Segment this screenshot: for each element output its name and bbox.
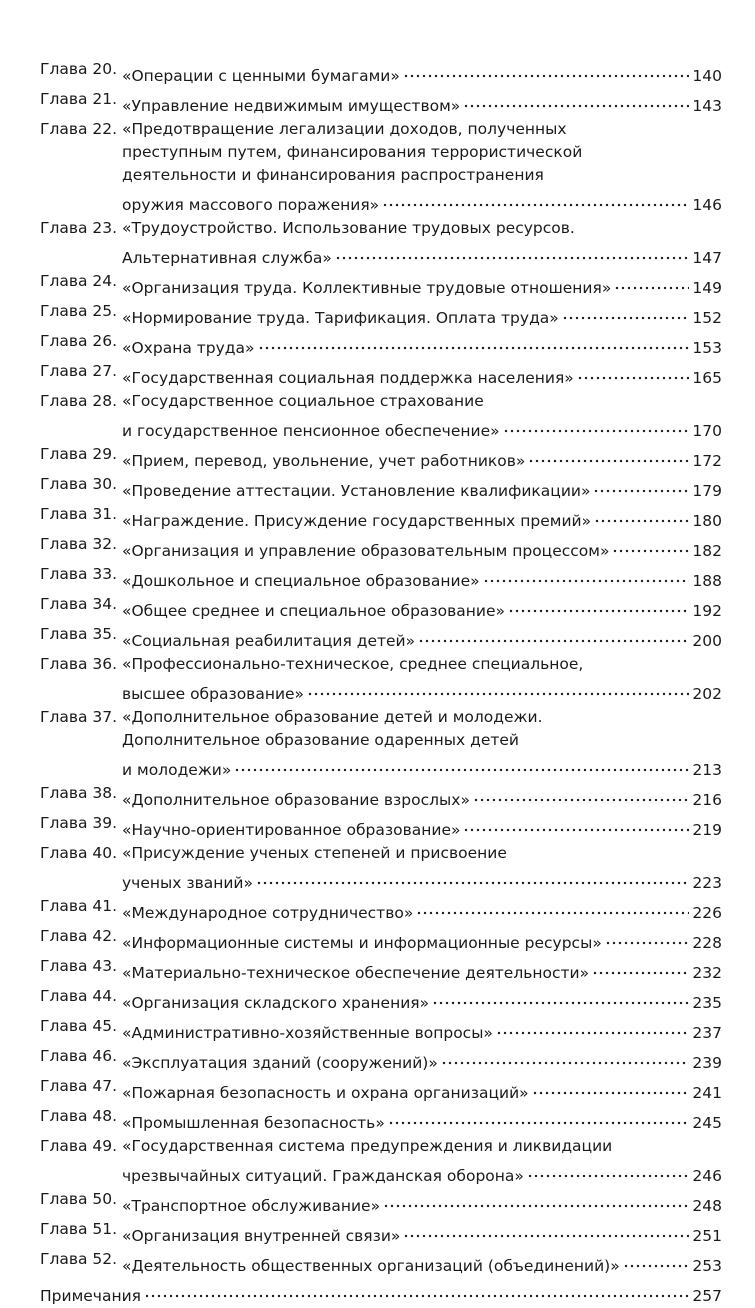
- chapter-title: [122, 1105, 722, 1135]
- chapter-number: Глава 41.: [40, 897, 118, 915]
- page-number: 246: [692, 1167, 722, 1185]
- chapter-number: Глава 51.: [40, 1220, 118, 1238]
- page-number: 232: [692, 964, 722, 982]
- title-line: ученых званий»: [122, 874, 253, 892]
- page-number: 153: [692, 339, 722, 357]
- chapter-number: Глава 47.: [40, 1077, 118, 1095]
- toc-entry: [40, 706, 722, 782]
- page-number: 152: [692, 309, 722, 327]
- chapter-number: Глава 39.: [40, 814, 118, 832]
- chapter-title: [122, 503, 722, 533]
- title-line: «Социальная реабилитация детей»: [122, 632, 416, 650]
- title-last-line: [122, 1218, 722, 1248]
- title-last-line: [122, 782, 722, 812]
- page-number: 213: [692, 761, 722, 779]
- chapter-number: Глава 36.: [40, 655, 118, 673]
- chapter-title: [122, 58, 722, 88]
- chapter-number: Глава 31.: [40, 505, 118, 523]
- chapter-number: Глава 37.: [40, 708, 118, 726]
- chapter-number: Глава 42.: [40, 927, 118, 945]
- title-line: «Присуждение ученых степеней и присвоение: [122, 844, 507, 862]
- notes-label: Примечания: [40, 1287, 141, 1305]
- chapter-number: Глава 29.: [40, 445, 118, 463]
- dot-leader: [605, 925, 690, 948]
- title-line: Дополнительное образование одаренных детей: [122, 731, 519, 749]
- dot-leader: [527, 1158, 690, 1181]
- chapter-number: Глава 21.: [40, 90, 118, 108]
- title-last-line: [122, 330, 722, 360]
- dot-leader: [383, 1188, 689, 1211]
- toc-entry: [40, 88, 722, 118]
- toc-entry: [40, 985, 722, 1015]
- toc-entry: [40, 1218, 722, 1248]
- toc-entry: [40, 270, 722, 300]
- title-last-line: [122, 58, 722, 88]
- chapter-title: [122, 217, 722, 270]
- chapter-title: [122, 842, 722, 895]
- page-number: 192: [692, 602, 722, 620]
- chapter-number: Глава 22.: [40, 120, 118, 138]
- dot-leader: [496, 1015, 689, 1038]
- title-line: «Информационные системы и информационные ресурсы»: [122, 934, 602, 952]
- title-line: Альтернативная служба»: [122, 249, 332, 267]
- title-line: «Международное сотрудничество»: [122, 904, 414, 922]
- toc-entry: [40, 925, 722, 955]
- page-number: 219: [692, 821, 722, 839]
- title-line: и государственное пенсионное обеспечение»: [122, 422, 500, 440]
- chapter-title: [122, 563, 722, 593]
- toc-entry: [40, 653, 722, 706]
- page-number: 216: [692, 791, 722, 809]
- dot-leader: [594, 503, 689, 526]
- chapter-title: [122, 955, 722, 985]
- dot-leader: [418, 623, 689, 646]
- dot-leader: [335, 240, 689, 263]
- title-line: «Организация труда. Коллективные трудовые отношения»: [122, 279, 612, 297]
- title-last-line: [122, 187, 722, 217]
- title-line: «Прием, перевод, увольнение, учет работников»: [122, 452, 526, 470]
- chapter-number: Глава 45.: [40, 1017, 118, 1035]
- title-line: «Материально-техническое обеспечение деятельности»: [122, 964, 590, 982]
- title-last-line: [122, 533, 722, 563]
- chapter-number: Глава 26.: [40, 332, 118, 350]
- chapter-title: [122, 1045, 722, 1075]
- chapter-number: Глава 52.: [40, 1250, 118, 1268]
- title-last-line: [122, 676, 722, 706]
- title-last-line: [122, 955, 722, 985]
- dot-leader: [612, 533, 689, 556]
- title-line: «Организация складского хранения»: [122, 994, 430, 1012]
- page-number: 143: [692, 97, 722, 115]
- dot-leader: [403, 58, 690, 81]
- chapter-number: Глава 30.: [40, 475, 118, 493]
- toc-entry: [40, 955, 722, 985]
- chapter-number: Глава 27.: [40, 362, 118, 380]
- title-line: «Организация и управление образовательным процессом»: [122, 542, 610, 560]
- title-line: «Трудоустройство. Использование трудовых ресурсов.: [122, 219, 575, 237]
- title-line: «Государственное социальное страхование: [122, 392, 484, 410]
- page-number: 172: [692, 452, 722, 470]
- chapter-title: [122, 473, 722, 503]
- chapter-number: Глава 32.: [40, 535, 118, 553]
- dot-leader: [614, 270, 689, 293]
- title-last-line: [122, 925, 722, 955]
- chapter-title: [122, 706, 722, 782]
- title-line: «Научно-ориентированное образование»: [122, 821, 461, 839]
- title-line: «Эксплуатация зданий (сооружений)»: [122, 1054, 438, 1072]
- title-line: «Нормирование труда. Тарификация. Оплата труда»: [122, 309, 559, 327]
- page-number: 226: [692, 904, 722, 922]
- title-line: «Профессионально-техническое, среднее специальное,: [122, 655, 584, 673]
- title-line: «Транспортное обслуживание»: [122, 1197, 381, 1215]
- title-line: «Дошкольное и специальное образование»: [122, 572, 480, 590]
- title-line: «Управление недвижимым имуществом»: [122, 97, 461, 115]
- title-line: «Пожарная безопасность и охрана организаций»: [122, 1084, 529, 1102]
- dot-leader: [403, 1218, 689, 1241]
- chapter-title: [122, 330, 722, 360]
- chapter-title: [122, 1188, 722, 1218]
- toc-entry: [40, 217, 722, 270]
- title-line: и молодежи»: [122, 761, 232, 779]
- title-line: чрезвычайных ситуаций. Гражданская оборона»: [122, 1167, 524, 1185]
- chapter-title: [122, 1218, 722, 1248]
- dot-leader: [234, 752, 689, 775]
- chapter-number: Глава 40.: [40, 844, 118, 862]
- dot-leader: [382, 187, 689, 210]
- title-line: «Административно-хозяйственные вопросы»: [122, 1024, 493, 1042]
- title-last-line: [122, 593, 722, 623]
- title-last-line: [122, 865, 722, 895]
- title-last-line: [122, 503, 722, 533]
- title-line: «Организация внутренней связи»: [122, 1227, 401, 1245]
- chapter-title: [122, 985, 722, 1015]
- title-last-line: [122, 360, 722, 390]
- title-last-line: [122, 1045, 722, 1075]
- dot-leader: [623, 1248, 690, 1271]
- title-line: «Промышленная безопасность»: [122, 1114, 385, 1132]
- toc-entry: [40, 1188, 722, 1218]
- page-number: 188: [692, 572, 722, 590]
- toc-entry: [40, 390, 722, 443]
- title-last-line: [122, 1015, 722, 1045]
- title-line: высшее образование»: [122, 685, 305, 703]
- title-last-line: [122, 752, 722, 782]
- page-number: 180: [692, 512, 722, 530]
- title-last-line: [122, 1158, 722, 1188]
- chapter-number: Глава 20.: [40, 60, 118, 78]
- page-number: 140: [692, 67, 722, 85]
- chapter-title: [122, 300, 722, 330]
- chapter-title: [122, 360, 722, 390]
- page-number: 241: [692, 1084, 722, 1102]
- title-last-line: [122, 985, 722, 1015]
- dot-leader: [483, 563, 690, 586]
- dot-leader: [441, 1045, 690, 1068]
- title-last-line: [122, 623, 722, 653]
- notes-body: [40, 1278, 722, 1308]
- page-number: 147: [692, 249, 722, 267]
- title-last-line: [122, 563, 722, 593]
- page-number: 182: [692, 542, 722, 560]
- table-of-contents: [40, 58, 722, 1308]
- chapter-title: [122, 593, 722, 623]
- toc-entry: [40, 533, 722, 563]
- dot-leader: [532, 1075, 690, 1098]
- toc-entry: [40, 1045, 722, 1075]
- chapter-title: [122, 812, 722, 842]
- chapter-title: [122, 1075, 722, 1105]
- dot-leader: [503, 413, 690, 436]
- page-number: 248: [692, 1197, 722, 1215]
- page-number: 228: [692, 934, 722, 952]
- toc-entry: [40, 503, 722, 533]
- toc-entry: [40, 1075, 722, 1105]
- title-line: «Государственная социальная поддержка населения»: [122, 369, 574, 387]
- page-number: 179: [692, 482, 722, 500]
- toc-entry-notes: [40, 1278, 722, 1308]
- toc-entry: [40, 1015, 722, 1045]
- chapter-title: [122, 390, 722, 443]
- toc-entry: [40, 300, 722, 330]
- toc-entry: [40, 118, 722, 217]
- title-last-line: [122, 1188, 722, 1218]
- chapter-title: [122, 623, 722, 653]
- toc-entry: [40, 473, 722, 503]
- title-line: «Проведение аттестации. Установление квалификации»: [122, 482, 591, 500]
- page-number: 202: [692, 685, 722, 703]
- title-last-line: [122, 812, 722, 842]
- title-last-line: [122, 88, 722, 118]
- chapter-title: [122, 1135, 722, 1188]
- page-number: 245: [692, 1114, 722, 1132]
- chapter-title: [122, 118, 722, 217]
- toc-entry: [40, 1135, 722, 1188]
- dot-leader: [463, 88, 689, 111]
- chapter-number: Глава 34.: [40, 595, 118, 613]
- title-last-line: [122, 1248, 722, 1278]
- toc-entry: [40, 623, 722, 653]
- chapter-number: Глава 35.: [40, 625, 118, 643]
- dot-leader: [144, 1278, 689, 1301]
- title-line: «Операции с ценными бумагами»: [122, 67, 400, 85]
- page-number: 235: [692, 994, 722, 1012]
- page-number: 239: [692, 1054, 722, 1072]
- chapter-number: Глава 24.: [40, 272, 118, 290]
- toc-entry: [40, 812, 722, 842]
- title-line: преступным путем, финансирования террористической: [122, 143, 583, 161]
- dot-leader: [258, 330, 690, 353]
- chapter-title: [122, 653, 722, 706]
- title-line: «Предотвращение легализации доходов, полученных: [122, 120, 567, 138]
- chapter-title: [122, 443, 722, 473]
- dot-leader: [432, 985, 689, 1008]
- page-number: 253: [692, 1257, 722, 1275]
- page-number: 146: [692, 196, 722, 214]
- title-last-line: [122, 473, 722, 503]
- title-last-line: [122, 1075, 722, 1105]
- toc-entry: [40, 443, 722, 473]
- page-number: 170: [692, 422, 722, 440]
- chapter-title: [122, 270, 722, 300]
- page-number: 257: [692, 1287, 722, 1305]
- page-number: 149: [692, 279, 722, 297]
- title-last-line: [122, 443, 722, 473]
- chapter-number: Глава 50.: [40, 1190, 118, 1208]
- chapter-title: [122, 925, 722, 955]
- title-line: «Охрана труда»: [122, 339, 255, 357]
- dot-leader: [256, 865, 689, 888]
- toc-entry: [40, 895, 722, 925]
- title-last-line: [122, 413, 722, 443]
- page-number: 200: [692, 632, 722, 650]
- chapter-number: Глава 49.: [40, 1137, 118, 1155]
- title-last-line: [122, 895, 722, 925]
- chapter-number: Глава 38.: [40, 784, 118, 802]
- title-last-line: [122, 240, 722, 270]
- chapter-number: Глава 28.: [40, 392, 118, 410]
- toc-entry: [40, 593, 722, 623]
- chapter-number: Глава 33.: [40, 565, 118, 583]
- page-number: 165: [692, 369, 722, 387]
- dot-leader: [562, 300, 690, 323]
- chapter-title: [122, 782, 722, 812]
- chapter-title: [122, 88, 722, 118]
- title-line: «Деятельность общественных организаций (объединений)»: [122, 1257, 620, 1275]
- dot-leader: [593, 473, 689, 496]
- title-line: деятельности и финансирования распространения: [122, 166, 544, 184]
- chapter-number: Глава 25.: [40, 302, 118, 320]
- chapter-title: [122, 533, 722, 563]
- dot-leader: [508, 593, 689, 616]
- chapter-number: Глава 44.: [40, 987, 118, 1005]
- toc-entry: [40, 330, 722, 360]
- title-line: «Дополнительное образование детей и молодежи.: [122, 708, 543, 726]
- chapter-number: Глава 48.: [40, 1107, 118, 1125]
- title-last-line: [122, 300, 722, 330]
- chapter-number: Глава 43.: [40, 957, 118, 975]
- title-line: «Дополнительное образование взрослых»: [122, 791, 470, 809]
- toc-entry: [40, 1248, 722, 1278]
- page-number: 223: [692, 874, 722, 892]
- title-line: «Государственная система предупреждения и ликвидации: [122, 1137, 613, 1155]
- toc-entry: [40, 360, 722, 390]
- dot-leader: [592, 955, 689, 978]
- page-number: 237: [692, 1024, 722, 1042]
- chapter-title: [122, 1015, 722, 1045]
- notes-line: [40, 1278, 722, 1308]
- chapter-number: Глава 23.: [40, 219, 118, 237]
- title-last-line: [122, 270, 722, 300]
- dot-leader: [528, 443, 689, 466]
- title-line: оружия массового поражения»: [122, 196, 380, 214]
- toc-entry: [40, 563, 722, 593]
- chapter-title: [122, 895, 722, 925]
- toc-entry: [40, 1105, 722, 1135]
- toc-entry: [40, 842, 722, 895]
- page-number: 251: [692, 1227, 722, 1245]
- chapter-title: [122, 1248, 722, 1278]
- title-line: «Общее среднее и специальное образование»: [122, 602, 505, 620]
- dot-leader: [388, 1105, 690, 1128]
- dot-leader: [463, 812, 689, 835]
- dot-leader: [416, 895, 689, 918]
- title-last-line: [122, 1105, 722, 1135]
- title-line: «Награждение. Присуждение государственных премий»: [122, 512, 592, 530]
- toc-entry: [40, 782, 722, 812]
- chapter-number: Глава 46.: [40, 1047, 118, 1065]
- dot-leader: [577, 360, 690, 383]
- dot-leader: [473, 782, 689, 805]
- toc-entry: [40, 58, 722, 88]
- dot-leader: [307, 676, 689, 699]
